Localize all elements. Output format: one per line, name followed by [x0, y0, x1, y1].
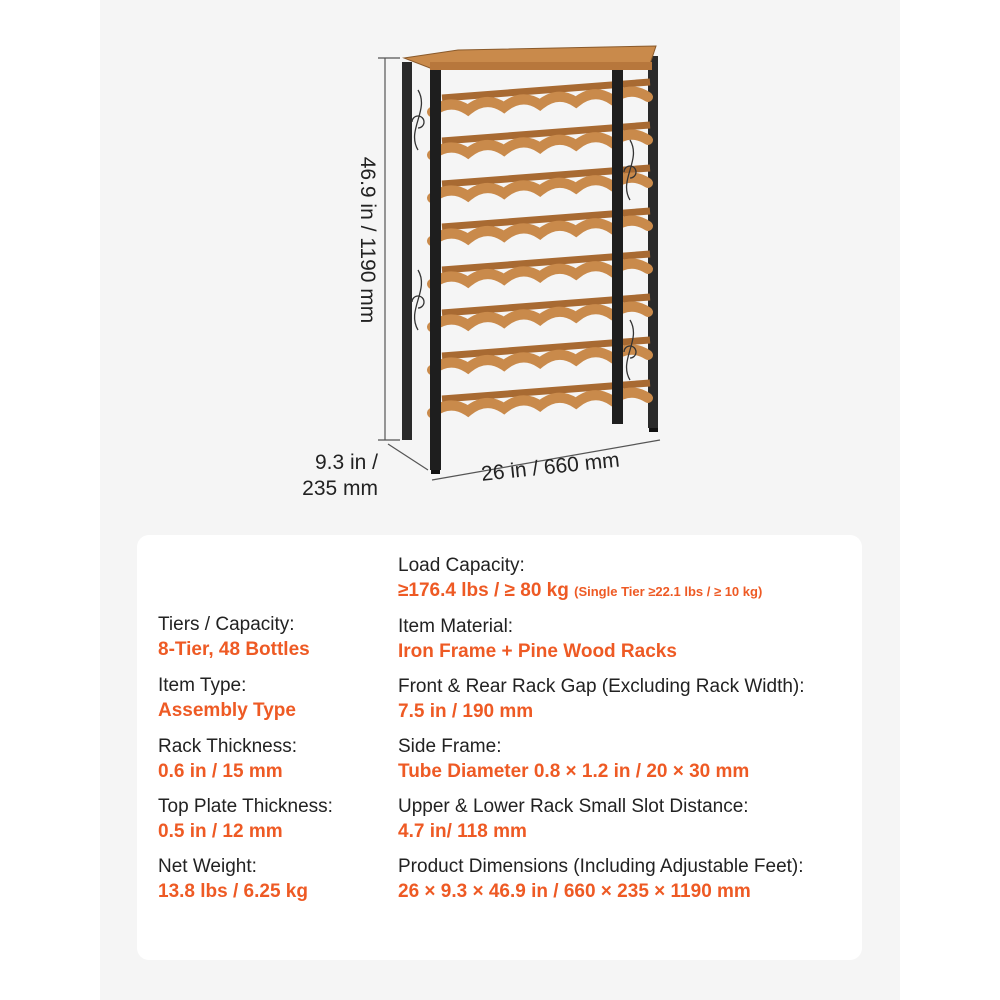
depth-line-1: 9.3 in / — [314, 451, 378, 474]
spec-label: Item Material: — [398, 616, 514, 637]
foot-back-right — [649, 428, 658, 432]
spec-value: Tube Diameter 0.8 × 1.2 in / 20 × 30 mm — [398, 761, 750, 782]
front-left-leg — [430, 66, 441, 470]
depth-line-2: 235 mm — [302, 477, 378, 501]
spec-top-plate — [158, 794, 333, 844]
spec-value: 0.6 in / 15 mm — [158, 761, 283, 782]
spec-label: Net Weight: — [158, 856, 257, 877]
back-right-leg — [648, 56, 658, 428]
frame-scroll — [412, 270, 424, 330]
load-capacity-value: ≥176.4 lbs / ≥ 80 kg — [398, 580, 569, 601]
spec-label: Front & Rear Rack Gap (Excluding Rack Width): — [398, 676, 805, 697]
spec-label: Rack Thickness: — [158, 736, 298, 757]
spec-value: 0.5 in / 12 mm — [158, 821, 283, 842]
width-dimension-label: 26 in / 660 mm — [480, 448, 621, 486]
spec-net-weight — [158, 854, 308, 904]
spec-label: Top Plate Thickness: — [158, 796, 333, 817]
spec-load-capacity — [398, 553, 762, 604]
spec-value: 4.7 in/ 118 mm — [398, 821, 527, 842]
top-plate-edge — [430, 62, 652, 70]
spec-label: Upper & Lower Rack Small Slot Distance: — [398, 796, 749, 817]
spec-label: Product Dimensions (Including Adjustable Feet): — [398, 856, 804, 877]
spec-product-dimensions — [398, 854, 804, 904]
load-capacity-note: (Single Tier ≥22.1 lbs / ≥ 10 kg) — [574, 584, 763, 599]
spec-value: 13.8 lbs / 6.25 kg — [158, 881, 308, 902]
spec-value: 26 × 9.3 × 46.9 in / 660 × 235 × 1190 mm — [398, 881, 751, 902]
spec-value: Iron Frame + Pine Wood Racks — [398, 641, 677, 662]
spec-material — [398, 614, 677, 664]
front-right-leg — [612, 62, 623, 424]
spec-value: Assembly Type — [158, 700, 296, 721]
spec-label: Item Type: — [158, 675, 247, 696]
spec-slot-distance — [398, 794, 749, 844]
spec-value — [398, 578, 762, 604]
height-dimension-line — [378, 58, 400, 440]
spec-tiers — [158, 612, 310, 662]
spec-label: Load Capacity: — [398, 555, 525, 576]
height-dimension-label: 46.9 in / 1190 mm — [356, 156, 380, 324]
spec-label: Tiers / Capacity: — [158, 614, 295, 635]
spec-label: Side Frame: — [398, 736, 502, 757]
foot-front-left — [431, 470, 440, 474]
spec-value: 7.5 in / 190 mm — [398, 701, 534, 722]
spec-side-frame — [398, 734, 749, 784]
spec-item-type — [158, 673, 296, 723]
spec-rack-gap — [398, 674, 805, 724]
frame-scroll — [412, 90, 424, 150]
back-left-leg — [402, 62, 412, 440]
depth-dimension-label — [288, 450, 378, 503]
spec-rack-thickness — [158, 734, 297, 784]
spec-value: 8-Tier, 48 Bottles — [158, 639, 310, 660]
depth-dimension-line — [388, 444, 428, 470]
